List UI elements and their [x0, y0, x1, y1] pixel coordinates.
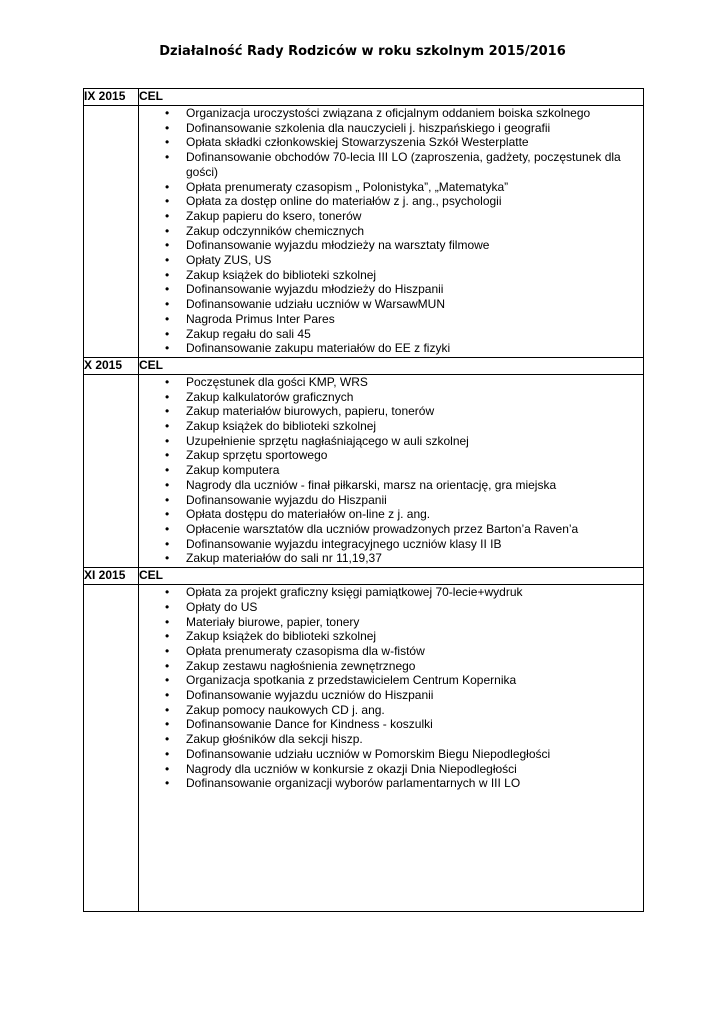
document-title: Działalność Rady Rodziców w roku szkolnym 2015/2016	[159, 44, 566, 59]
month-label: X 2015	[84, 357, 139, 374]
list-item: • Opłata za projekt graficzny księgi pamiątkowej 70-lecie+wydruk	[186, 585, 639, 600]
list-item: • Opłata dostępu do materiałów on-line z j. ang.	[186, 507, 639, 522]
list-item: • Zakup zestawu nagłośnienia zewnętrznego	[186, 659, 639, 674]
list-item: • Organizacja uroczystości związana z oficjalnym oddaniem boiska szkolnego	[186, 106, 639, 121]
list-item: • Poczęstunek dla gości KMP, WRS	[186, 375, 639, 390]
list-item: • Nagroda Primus Inter Pares	[186, 312, 639, 327]
list-item: • Zakup kalkulatorów graficznych	[186, 390, 639, 405]
list-item: • Zakup książek do biblioteki szkolnej	[186, 629, 639, 644]
list-item: • Dofinansowanie wyjazdu młodzieży na warsztaty filmowe	[186, 238, 639, 253]
list-item: • Dofinansowanie Dance for Kindness - koszulki	[186, 717, 639, 732]
section-header-row	[84, 357, 644, 374]
activity-table	[83, 88, 644, 912]
month-label: XI 2015	[84, 568, 139, 585]
list-item: • Opłata za dostęp online do materiałów z j. ang., psychologii	[186, 194, 639, 209]
list-item: • Dofinansowanie szkolenia dla nauczycieli j. hiszpańskiego i geografii	[186, 121, 639, 136]
list-item: • Uzupełnienie sprzętu nagłaśniającego w auli szkolnej	[186, 434, 639, 449]
list-item: • Zakup regału do sali 45	[186, 327, 639, 342]
section-body-row	[84, 374, 644, 567]
list-item: • Nagrody dla uczniów w konkursie z okazji Dnia Niepodległości	[186, 762, 639, 777]
list-item: • Opłata prenumeraty czasopisma dla w-fistów	[186, 644, 639, 659]
list-item: • Zakup odczynników chemicznych	[186, 224, 639, 239]
list-item: • Organizacja spotkania z przedstawicielem Centrum Kopernika	[186, 673, 639, 688]
list-item: • Dofinansowanie wyjazdu młodzieży do Hiszpanii	[186, 282, 639, 297]
section-body-row	[84, 106, 644, 358]
list-item: • Dofinansowanie wyjazdu uczniów do Hiszpanii	[186, 688, 639, 703]
empty-month-cell	[84, 374, 139, 567]
list-item: • Zakup komputera	[186, 463, 639, 478]
empty-month-cell	[84, 585, 139, 912]
section-header-row	[84, 568, 644, 585]
month-label: IX 2015	[84, 89, 139, 106]
list-item: • Dofinansowanie udziału uczniów w WarsawMUN	[186, 297, 639, 312]
list-item: • Dofinansowanie zakupu materiałów do EE z fizyki	[186, 341, 639, 356]
items-cell	[139, 106, 644, 358]
activity-table-body	[84, 89, 644, 912]
items-list	[139, 585, 643, 792]
list-item: • Opłata składki członkowskiej Stowarzyszenia Szkół Westerplatte	[186, 135, 639, 150]
empty-month-cell	[84, 106, 139, 358]
list-item: • Zakup książek do biblioteki szkolnej	[186, 419, 639, 434]
items-list	[139, 375, 643, 567]
cel-header: CEL	[139, 568, 644, 585]
section-header-row	[84, 89, 644, 106]
list-item: • Dofinansowanie wyjazdu do Hiszpanii	[186, 493, 639, 508]
items-cell	[139, 585, 644, 912]
list-item: • Dofinansowanie obchodów 70-lecia III LO (zaproszenia, gadżety, poczęstunek dla gości)	[186, 150, 639, 179]
list-item: • Zakup książek do biblioteki szkolnej	[186, 268, 639, 283]
list-item: • Zakup materiałów do sali nr 11,19,37	[186, 551, 639, 566]
list-item: • Zakup sprzętu sportowego	[186, 448, 639, 463]
items-cell	[139, 374, 644, 567]
cel-header: CEL	[139, 357, 644, 374]
list-item: • Materiały biurowe, papier, tonery	[186, 615, 639, 630]
list-item: • Zakup materiałów biurowych, papieru, tonerów	[186, 404, 639, 419]
list-item: • Zakup pomocy naukowych CD j. ang.	[186, 703, 639, 718]
cel-header: CEL	[139, 89, 644, 106]
list-item: • Opłaty ZUS, US	[186, 253, 639, 268]
list-item: • Nagrody dla uczniów - finał piłkarski, marsz na orientację, gra miejska	[186, 478, 639, 493]
list-item: • Dofinansowanie organizacji wyborów parlamentarnych w III LO	[186, 776, 639, 791]
list-item: • Opłaty do US	[186, 600, 639, 615]
list-item: • Dofinansowanie wyjazdu integracyjnego uczniów klasy II IB	[186, 537, 639, 552]
list-item: • Opłacenie warsztatów dla uczniów prowadzonych przez Barton’a Raven’a	[186, 522, 639, 537]
list-item: • Dofinansowanie udziału uczniów w Pomorskim Biegu Niepodległości	[186, 747, 639, 762]
list-item: • Zakup papieru do ksero, tonerów	[186, 209, 639, 224]
list-item: • Zakup głośników dla sekcji hiszp.	[186, 732, 639, 747]
items-list	[139, 106, 643, 357]
section-body-row	[84, 585, 644, 912]
list-item: • Opłata prenumeraty czasopism „ Polonistyka”, „Matematyka”	[186, 180, 639, 195]
